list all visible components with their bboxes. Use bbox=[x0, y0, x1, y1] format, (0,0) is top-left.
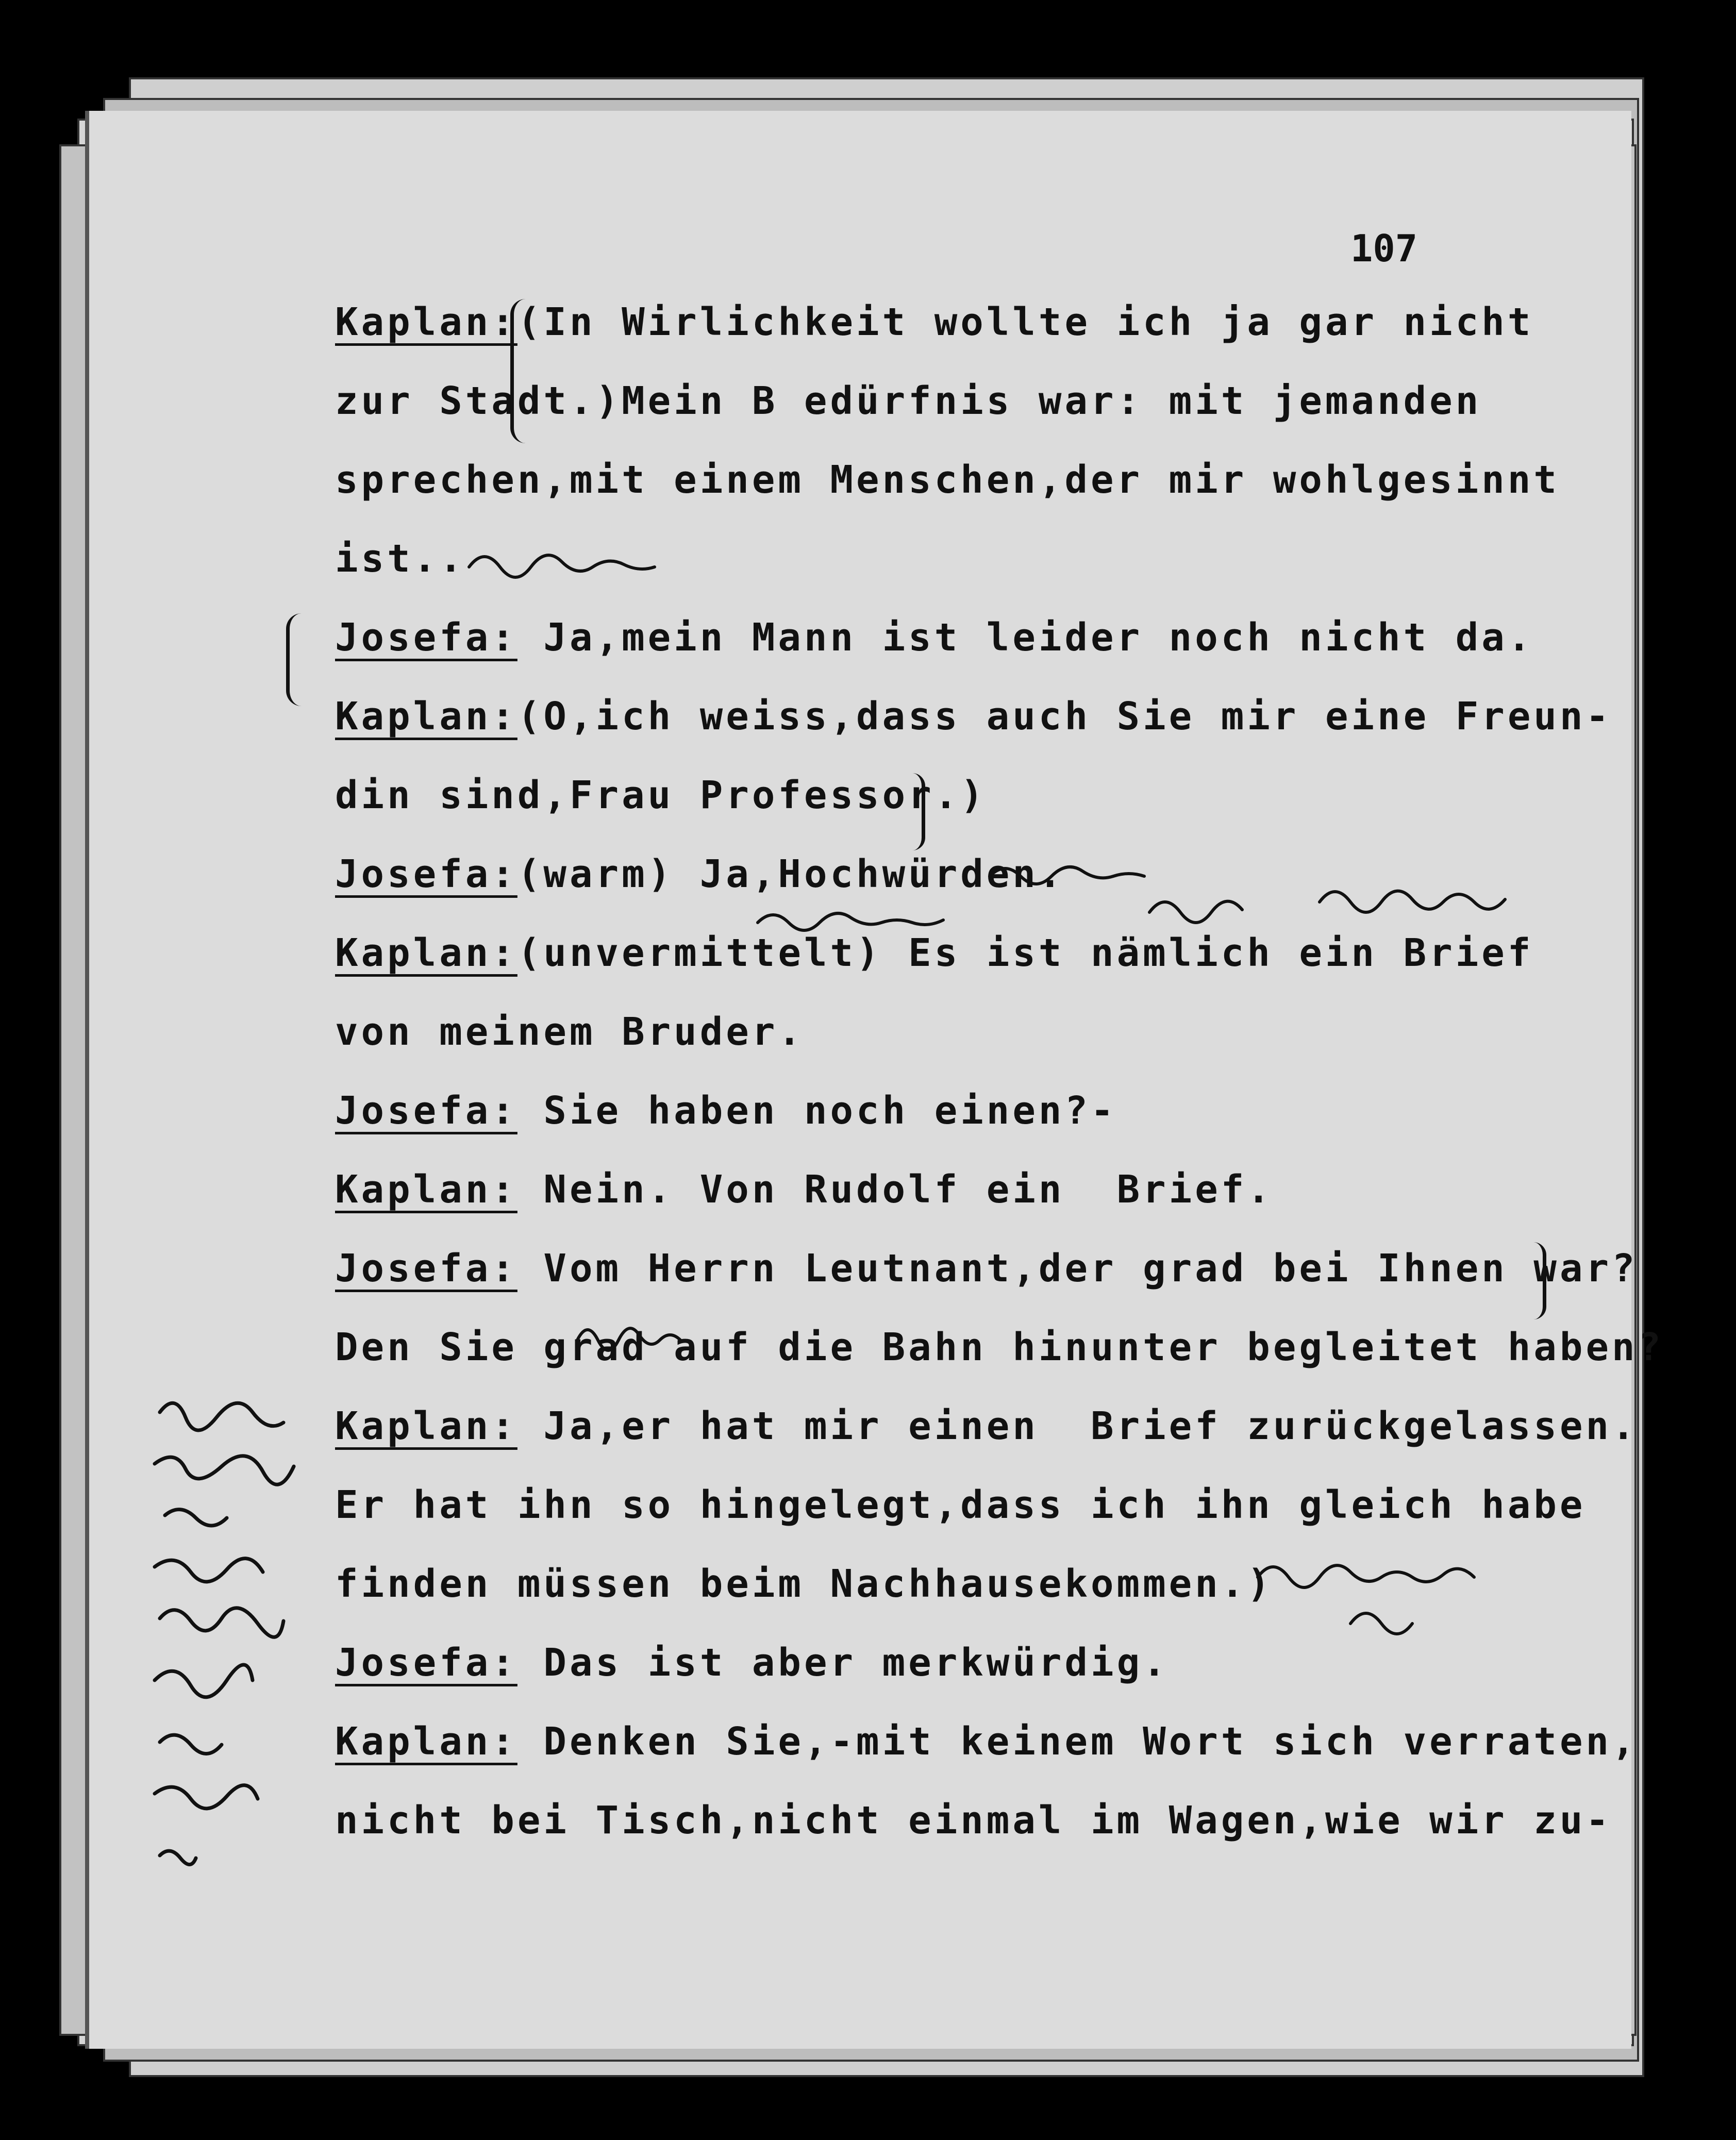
line-text: Ja,er hat mir einen Brief zurückgelassen. bbox=[517, 1404, 1638, 1448]
handwritten-margin-notes bbox=[144, 1392, 340, 1881]
line-text: (O,ich weiss,dass auch Sie mir eine Freun- bbox=[517, 694, 1612, 739]
handwritten-interlinear-notes bbox=[1247, 1546, 1567, 1639]
text-line bbox=[335, 1088, 1117, 1134]
text-line bbox=[335, 614, 1533, 661]
line-text: sprechen,mit einem Menschen,der mir wohlgesinnt bbox=[335, 458, 1560, 502]
text-line bbox=[335, 1718, 1638, 1765]
speaker-name: Josefa: bbox=[335, 1641, 518, 1685]
line-text: Ja,mein Mann ist leider noch nicht da. bbox=[517, 615, 1534, 660]
speaker-name: Josefa: bbox=[335, 1089, 518, 1133]
text-line bbox=[335, 457, 1560, 503]
line-text: Vom Herrn Leutnant,der grad bei Ihnen war? bbox=[517, 1246, 1638, 1291]
text-line bbox=[335, 378, 1481, 424]
line-text: zur Stadt.)Mein B edürfnis war: mit jemanden bbox=[335, 379, 1482, 423]
speaker-name: Kaplan: bbox=[335, 1167, 518, 1212]
page-number: 107 bbox=[1350, 227, 1418, 270]
text-line bbox=[335, 1009, 804, 1055]
line-text: Denken Sie,-mit keinem Wort sich verraten, bbox=[517, 1719, 1638, 1764]
line-text: finden müssen beim Nachhausekommen.) bbox=[335, 1562, 1273, 1606]
speaker-name: Kaplan: bbox=[335, 694, 518, 739]
handwritten-interlinear-notes bbox=[464, 536, 711, 598]
handwritten-bracket bbox=[286, 613, 317, 706]
line-text: Den Sie grad auf die Bahn hinunter begleitet haben? bbox=[335, 1325, 1664, 1369]
text-line bbox=[335, 1403, 1638, 1449]
text-line bbox=[335, 1640, 1169, 1686]
handwritten-bracket bbox=[510, 299, 541, 443]
line-text: din sind,Frau Professor.) bbox=[335, 773, 987, 817]
line-text: (In Wirlichkeit wollte ich ja gar nicht bbox=[517, 300, 1534, 344]
line-text: (warm) Ja,Hochwürden. bbox=[517, 852, 1065, 896]
line-text: (unvermittelt) Es ist nämlich ein Brief bbox=[517, 931, 1534, 975]
speaker-name: Kaplan: bbox=[335, 931, 518, 975]
speaker-name: Josefa: bbox=[335, 852, 518, 896]
speaker-name: Kaplan: bbox=[335, 300, 518, 344]
line-text: Das ist aber merkwürdig. bbox=[517, 1641, 1169, 1685]
text-line bbox=[335, 1245, 1638, 1292]
text-line bbox=[335, 1561, 1273, 1607]
speaker-name: Kaplan: bbox=[335, 1404, 518, 1448]
text-line bbox=[335, 1324, 1664, 1370]
handwritten-bracket bbox=[1521, 1242, 1546, 1319]
line-text: nicht bei Tisch,nicht einmal im Wagen,wie wir zu- bbox=[335, 1798, 1612, 1843]
line-text: von meinem Bruder. bbox=[335, 1010, 804, 1054]
line-text: Er hat ihn so hingelegt,dass ich ihn gleich habe bbox=[335, 1483, 1586, 1527]
speaker-name: Josefa: bbox=[335, 615, 518, 660]
speaker-name: Josefa: bbox=[335, 1246, 518, 1291]
line-text: Sie haben noch einen?- bbox=[517, 1089, 1117, 1133]
text-line bbox=[335, 772, 987, 818]
line-text: Nein. Von Rudolf ein Brief. bbox=[517, 1167, 1273, 1212]
text-line bbox=[335, 536, 465, 582]
text-line bbox=[335, 1482, 1585, 1528]
handwritten-bracket bbox=[899, 773, 925, 850]
handwritten-interlinear-notes bbox=[567, 1309, 763, 1356]
speaker-name: Kaplan: bbox=[335, 1719, 518, 1764]
handwritten-interlinear-notes bbox=[747, 856, 1546, 943]
text-line bbox=[335, 1166, 1273, 1213]
text-line bbox=[335, 1797, 1612, 1844]
line-text: ist.. bbox=[335, 537, 465, 581]
text-line bbox=[335, 693, 1612, 740]
